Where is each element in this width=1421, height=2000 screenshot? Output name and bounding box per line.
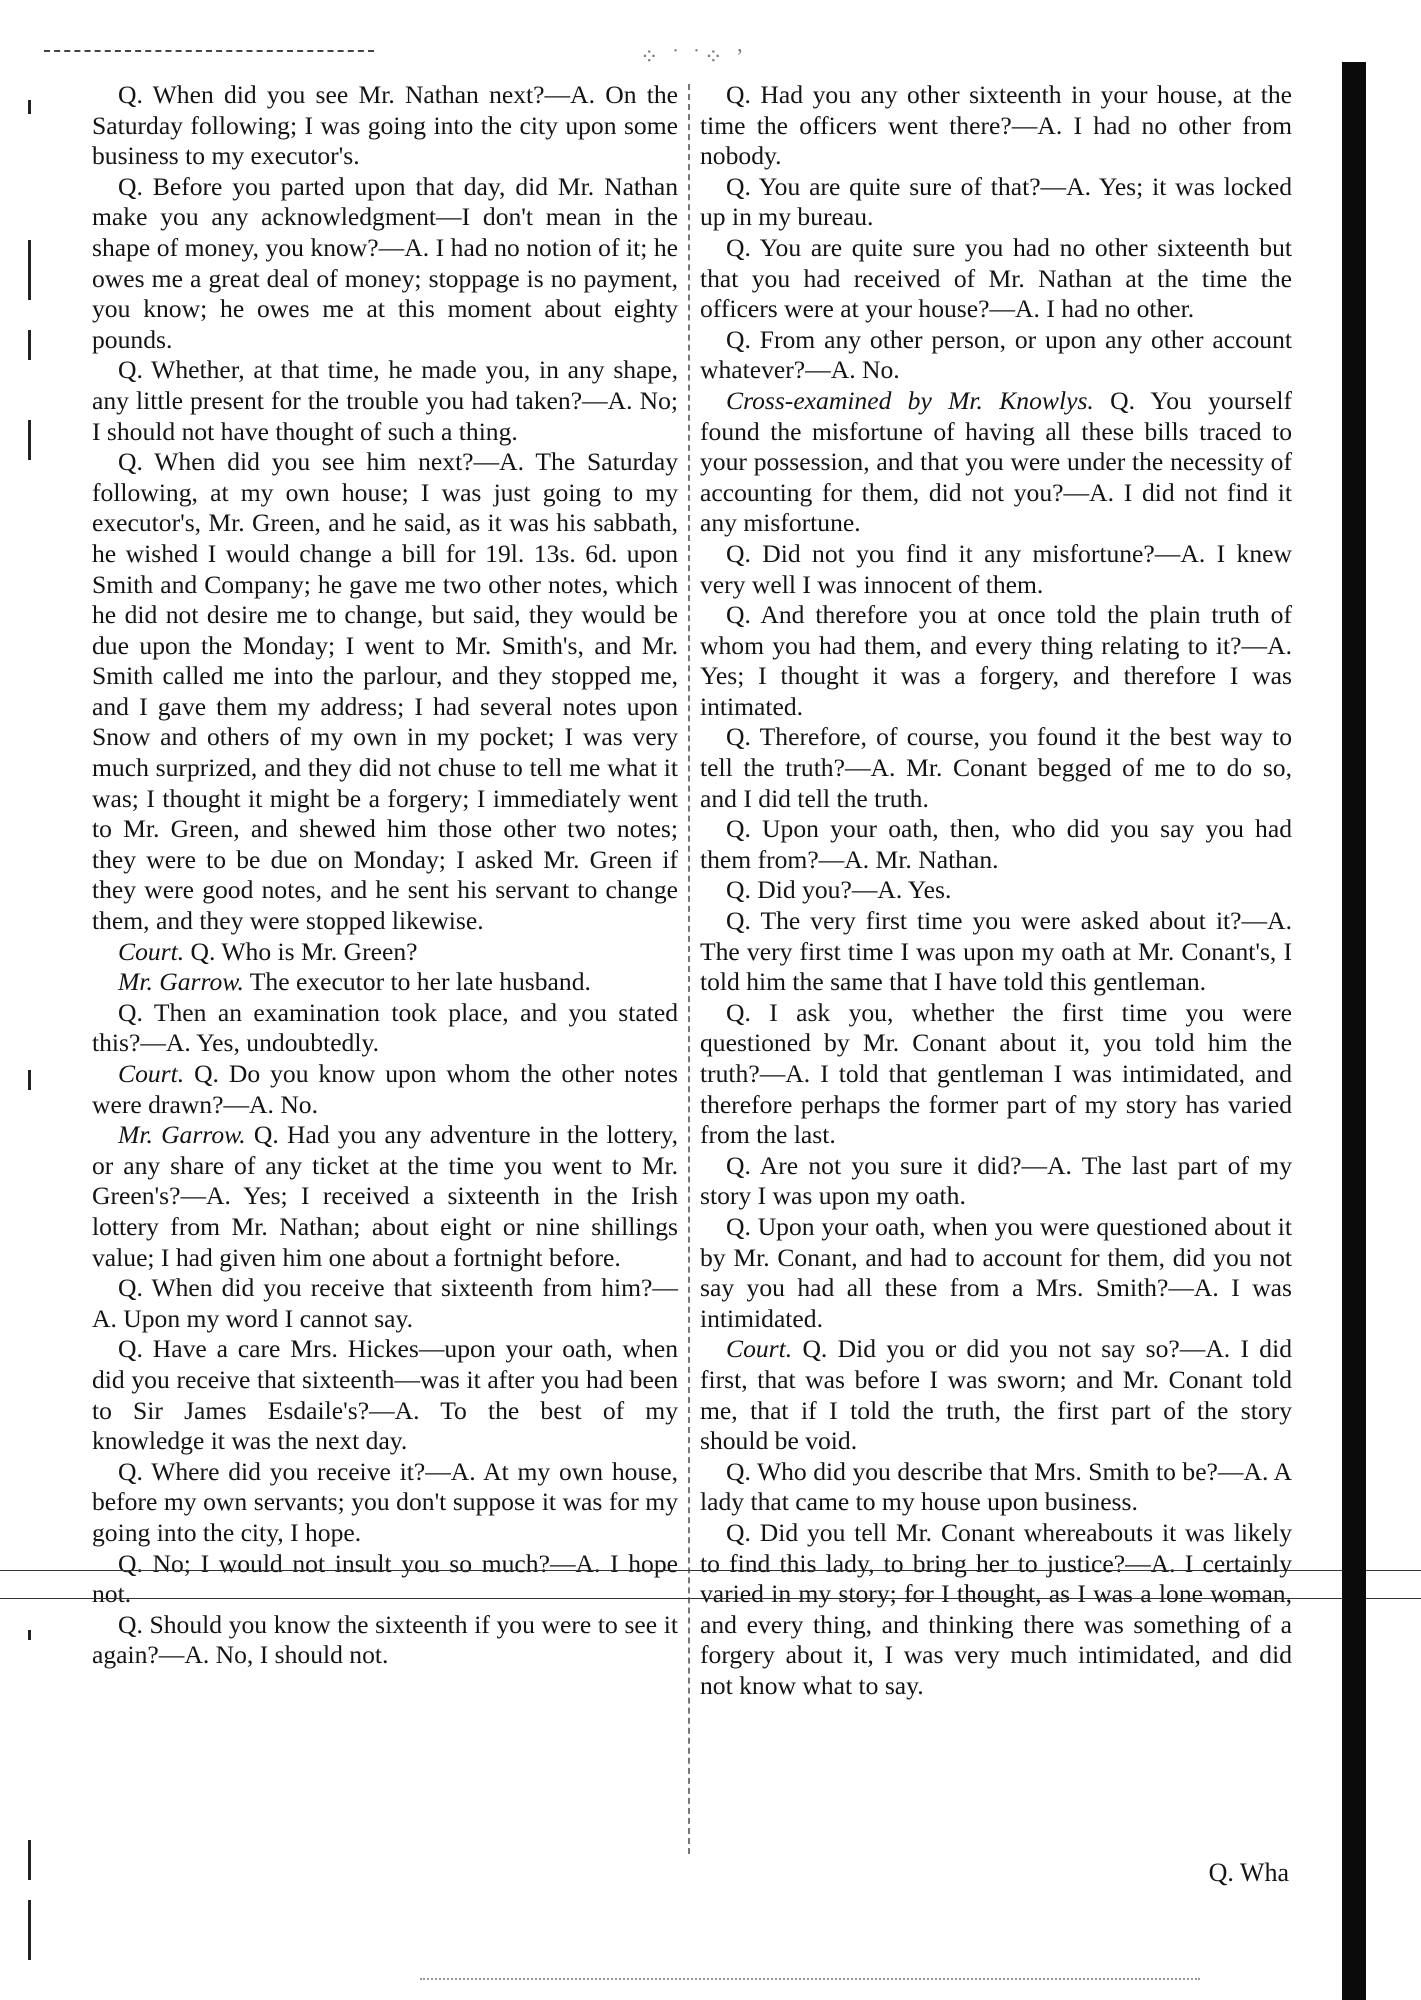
catchword: Q. Wha (1208, 1858, 1289, 1887)
speaker-text: Q. Had you any adventure in the lottery, or any share of any ticket at the time you went to Mr. Green's?—A. Yes; I received a sixteenth in the Irish lottery from Mr. Nathan; about eight or nine shillings value; I had given him one about a fortnight before. (92, 1120, 678, 1272)
top-rule (44, 50, 374, 52)
speaker-text: Q. Who is Mr. Green? (190, 936, 418, 966)
testimony-paragraph: Q. Are not you sure it did?—A. The last part of my story I was upon my oath. (700, 1150, 1292, 1211)
speaker-text: Q. You yourself found the misfortune of having all these bills traced to your possession, and that you were under the necessity of accounting for them, did not you?—A. I did not find it any misfortune. (700, 385, 1292, 538)
testimony-paragraph (700, 386, 1292, 539)
testimony-paragraph: Q. Upon your oath, when you were questioned about it by Mr. Conant, and had to account for them, did you not say you had all these from a Mrs. Smith?—A. I was intimidated. (700, 1211, 1292, 1333)
testimony-paragraph: Q. Should you know the sixteenth if you were to see it again?—A. No, I should not. (92, 1609, 678, 1670)
testimony-paragraph: Q. The very first time you were asked about it?—A. The very first time I was upon my oath at Mr. Conant's, I told him the same that I have told this gentleman. (700, 906, 1292, 997)
testimony-paragraph: Q. Where did you receive it?—A. At my own house, before my own servants; you don't suppose it was for my going into the city, I hope. (92, 1456, 678, 1547)
speaker-label: Cross-examined by Mr. Knowlys. (726, 385, 1094, 415)
header-smudge: ⁘ ˙ ˙⁘ ʼ (640, 44, 748, 69)
testimony-paragraph: Q. Upon your oath, then, who did you say you had them from?—A. Mr. Nathan. (700, 814, 1292, 874)
testimony-paragraph (92, 1059, 678, 1120)
testimony-paragraph: Q. I ask you, whether the first time you were questioned by Mr. Conant about it, you told him the truth?—A. I told that gentleman I was intimidated, and therefore perhaps the former part of my story has varied from the last. (700, 997, 1292, 1150)
testimony-paragraph: Q. When did you see Mr. Nathan next?—A. On the Saturday following; I was going into the city upon some business to my executor's. (92, 80, 678, 171)
testimony-paragraph: Q. Whether, at that time, he made you, in any shape, any little present for the trouble you had taken?—A. No; I should not have thought of such a thing. (92, 355, 678, 446)
testimony-paragraph: Q. Did you tell Mr. Conant whereabouts it was likely to find this lady, to bring her to justice?—A. I certainly varied in my story; for I thought, as I was a lone woman, and every thing, and thinking there was something of a forgery about it, I was very much intimidated, and did not know what to say. (700, 1517, 1292, 1700)
testimony-paragraph (92, 1120, 678, 1273)
testimony-paragraph: Q. And therefore you at once told the plain truth of whom you had them, and every thing relating to it?—A. Yes; I thought it was a forgery, and therefore I was intimated. (700, 600, 1292, 721)
testimony-paragraph (700, 1334, 1292, 1456)
speaker-text: Q. Did you or did you not say so?—A. I did first, that was before I was sworn; and Mr. Conant told me, that if I told the truth, the first part of the story should be void. (700, 1334, 1293, 1456)
left-edge-marks (20, 90, 50, 1940)
speaker-label: Mr. Garrow. (118, 1120, 246, 1150)
scan-fold-line (0, 1570, 1421, 1571)
speaker-text: Q. Do you know upon whom the other notes were drawn?—A. No. (92, 1059, 678, 1119)
testimony-paragraph: Q. Had you any other sixteenth in your house, at the time the officers went there?—A. I had no other from nobody. (700, 80, 1292, 171)
speaker-label: Court. (118, 1059, 185, 1088)
testimony-paragraph: Q. Therefore, of course, you found it the best way to tell the truth?—A. Mr. Conant begged of me to do so, and I did tell the truth. (700, 722, 1292, 813)
testimony-paragraph: Q. Then an examination took place, and you stated this?—A. Yes, undoubtedly. (92, 997, 678, 1058)
right-column (700, 80, 1292, 1701)
testimony-paragraph (92, 937, 678, 968)
column-divider (688, 84, 690, 1854)
testimony-paragraph: Q. You are quite sure of that?—A. Yes; it was locked up in my bureau. (700, 171, 1292, 232)
speaker-label: Mr. Garrow. (118, 967, 244, 997)
left-column (92, 80, 678, 1671)
testimony-paragraph: Q. Before you parted upon that day, did Mr. Nathan make you any acknowledgment—I don't mean in the shape of money, you know?—A. I had no notion of it; he owes me a great deal of money; stoppage is no payment, you know; he owes me at this moment about eighty pounds. (92, 171, 678, 354)
testimony-paragraph: Q. From any other person, or upon any other account whatever?—A. No. (700, 324, 1292, 385)
testimony-paragraph: Q. When did you receive that sixteenth from him?—A. Upon my word I cannot say. (92, 1273, 678, 1333)
testimony-paragraph: Q. When did you see him next?—A. The Saturday following, at my own house; I was just going to my executor's, Mr. Green, and he said, as it was his sabbath, he wished I would change a bill for 19l. 13s. 6d. upon Smith and Company; he gave me two other notes, which he did not desire me to change, but said, they would be due upon the Monday; I went to Mr. Smith's, and Mr. Smith called me into the parlour, and they stopped me, and I gave them my address; I had several notes upon Snow and others of my own in my pocket; I was very much surprized, and they did not chuse to tell me what it was; I thought it might be a forgery; I immediately went to Mr. Green, and shewed him those other two notes; they were to be due on Monday; I asked Mr. Green if they were good notes, and he sent his servant to change them, and they were stopped likewise. (92, 447, 678, 936)
testimony-paragraph: Q. Who did you describe that Mrs. Smith to be?—A. A lady that came to my house upon business. (700, 1456, 1292, 1517)
testimony-paragraph (92, 967, 678, 998)
testimony-paragraph: Q. No; I would not insult you so much?—A. I hope not. (92, 1548, 678, 1609)
scan-fold-line (0, 1598, 1421, 1599)
testimony-paragraph: Q. You are quite sure you had no other sixteenth but that you had received of Mr. Nathan at the time the officers were at your house?—A. I had no other. (700, 232, 1292, 324)
speaker-label: Court. (726, 1334, 793, 1364)
page-edge-bar (1342, 62, 1366, 2000)
testimony-paragraph: Q. Have a care Mrs. Hickes—upon your oath, when did you receive that sixteenth—was it after you had been to Sir James Esdaile's?—A. To the best of my knowledge it was the next day. (92, 1334, 678, 1456)
testimony-paragraph: Q. Did not you find it any misfortune?—A. I knew very well I was innocent of them. (700, 538, 1292, 599)
testimony-paragraph: Q. Did you?—A. Yes. (726, 875, 952, 905)
speaker-text: The executor to her late husband. (249, 967, 591, 997)
speaker-label: Court. (118, 936, 185, 966)
scan-noise (420, 1978, 1200, 1980)
